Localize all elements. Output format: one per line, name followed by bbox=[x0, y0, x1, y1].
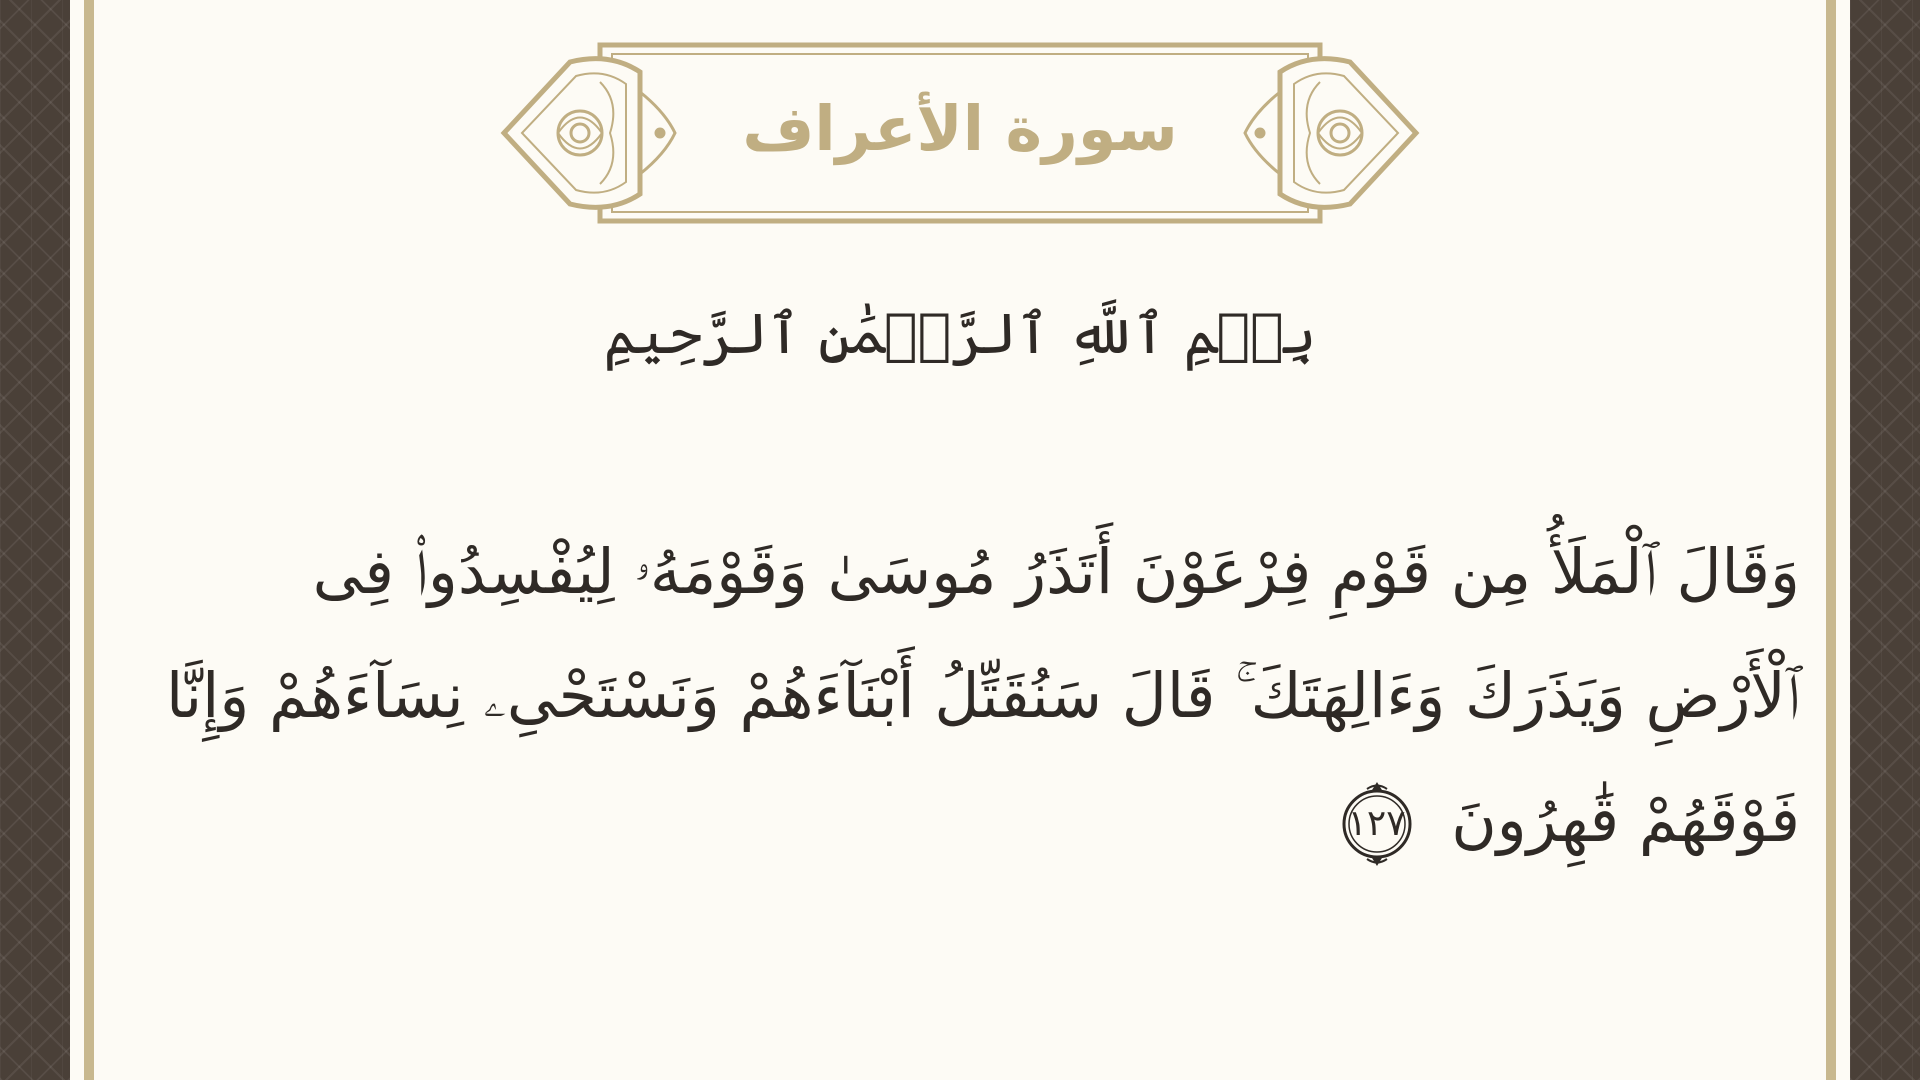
surah-title: سورة الأعراف bbox=[742, 92, 1178, 165]
surah-title-cartouche bbox=[500, 42, 1420, 224]
left-pattern-band bbox=[0, 0, 70, 1080]
ayah-number-marker bbox=[1334, 781, 1420, 867]
ayah-number: ١٢٧ bbox=[1347, 802, 1406, 844]
verse-text: وَقَالَ ٱلْمَلَأُ مِن قَوْمِ فِرْعَوْنَ أَتَذَرُ مُوسَىٰ وَقَوْمَهُۥ لِيُفْسِدُوا۟ فِى ٱلْأَرْضِ وَيَذَرَكَ وَءَالِهَتَكَ ۚ قَالَ سَنُقَتِّلُ أَبْنَآءَهُمْ وَنَسْتَحْىِۦ نِسَآءَهُمْ وَإِنَّا فَوْقَهُمْ قَٰهِرُونَ bbox=[166, 535, 1800, 856]
right-inner-gap bbox=[1836, 0, 1850, 1080]
right-gold-rule bbox=[1826, 0, 1836, 1080]
right-pattern-band bbox=[1850, 0, 1920, 1080]
left-inner-gap bbox=[70, 0, 84, 1080]
verse-text-block bbox=[150, 510, 1800, 882]
basmala: بِسۡمِ ٱللَّهِ ٱلرَّحۡمَٰنِ ٱلرَّحِيمِ bbox=[603, 302, 1317, 367]
left-gold-rule bbox=[84, 0, 94, 1080]
